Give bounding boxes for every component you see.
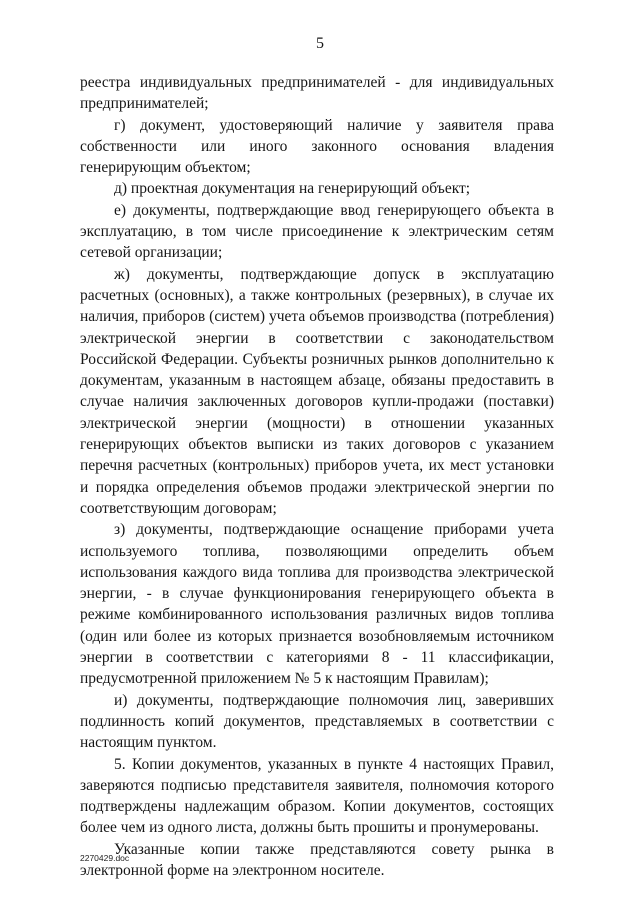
page-number: 5 (316, 35, 324, 52)
paragraph-item-e: е) документы, подтверждающие ввод генерирующего объекта в эксплуатацию, в том числе присоединение к электрическим сетям сетевой организации; (80, 201, 554, 262)
paragraph-item-i: и) документы, подтверждающие полномочия лиц, заверивших подлинность копий документов, представляемых в соответствии с настоящим пунктом. (80, 691, 554, 752)
document-body (80, 72, 554, 881)
paragraph-continuation: реестра индивидуальных предпринимателей - для индивидуальных предпринимателей; (80, 74, 554, 113)
footer-filename: 2270429.doc (80, 853, 130, 863)
paragraph-item-g: г) документ, удостоверяющий наличие у заявителя права собственности или иного законного основания владения генерирующим объектом; (80, 116, 554, 177)
paragraph-electronic-copies: Указанные копии также представляются совету рынка в электронной форме на электронном носителе. (80, 840, 554, 879)
paragraph-item-z: з) документы, подтверждающие оснащение приборами учета используемого топлива, позволяющими определить объем использования каждого вида топлива для производства электрической энергии, - в случае функционирования генерирующего объекта в режиме комбинированного использования различных видов топлива (один или более из которых признается возобновляемым источником энергии в соответствии с категориями 8 - 11 классификации, предусмотренной приложением № 5 к настоящим Правилам); (80, 521, 554, 688)
paragraph-item-d: д) проектная документация на генерирующий объект; (114, 180, 471, 198)
paragraph-section-5: 5. Копии документов, указанных в пункте 4 настоящих Правил, заверяются подписью представителя заявителя, полномочия которого подтверждены надлежащим образом. Копии документов, состоящих более чем из одного листа, должны быть прошиты и пронумерованы. (80, 755, 554, 837)
paragraph-item-zh: ж) документы, подтверждающие допуск в эксплуатацию расчетных (основных), а также контрольных (резервных), в случае их наличия, приборов (систем) учета объемов производства (потребления) электрической энергии в соответствии с законодательством Российской Федерации. Субъекты розничных рынков дополнительно к документам, указанным в настоящем абзаце, обязаны предоставить в случае наличия заключенных договоров купли-продажи (поставки) электрической энергии (мощности) в отношении указанных генерирующих объектов выписки из таких договоров с указанием перечня расчетных (контрольных) приборов учета, их мест установки и порядка определения объемов продажи электрической энергии по соответствующим договорам; (80, 265, 554, 517)
